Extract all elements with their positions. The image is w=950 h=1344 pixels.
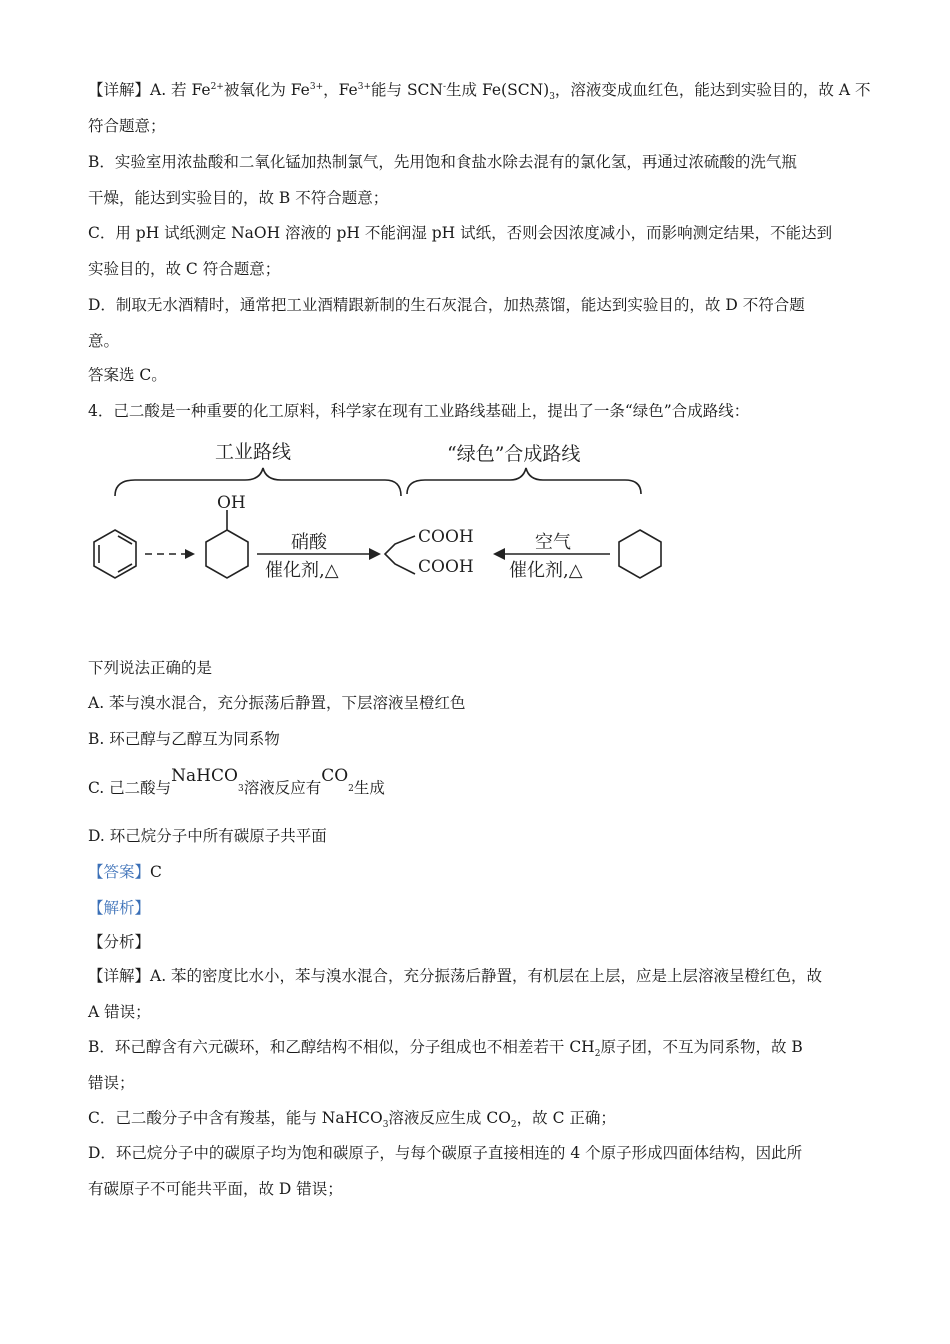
benzene-double-bond [118,564,132,572]
q3-explain-d-line1: D．制取无水酒精时，通常把工业酒精跟新制的生石灰混合，加热蒸馏，能达到实验目的，故 D 不符合题 [88,296,805,314]
green-route-brace [407,468,641,494]
subscript: 3 [237,784,244,795]
q4-explain-b-line2: 错误； [88,1074,135,1092]
text-run: ，溶液变成血红色，能达到实验目的，故 A 不 [554,81,871,99]
superscript: 2+ [210,81,224,92]
q4-prompt: 下列说法正确的是 [88,659,213,677]
text-run: 能与 SCN [371,81,443,99]
synthesis-route-diagram [85,430,675,590]
text-run: ，Fe [323,81,358,99]
reagent-catalyst-right: 催化剂,△ [509,560,583,581]
answer-tag: 【答案】 [88,863,151,881]
q4-explain-d-line1: D．环己烷分子中的碳原子均为饱和碳原子，与每个碳原子直接相连的 4 个原子形成四面体结构，因此所 [88,1144,803,1162]
text-run: 溶液反应有 [243,779,322,797]
q3-answer: 答案选 C。 [88,366,167,384]
cyclohexanol-ring [206,530,248,578]
q3-explain-d-line2: 意。 [88,332,120,350]
industrial-route-label: 工业路线 [215,441,292,463]
superscript: - [442,81,447,92]
text-run: 原子团，不互为同系物，故 B [600,1038,803,1056]
subscript: 3 [549,92,555,103]
q3-explain-a-line2: 符合题意； [88,117,166,135]
superscript: 3+ [309,81,324,92]
text-run: 【详解】A. 若 Fe [88,81,211,99]
answer-value: C [150,863,162,881]
subscript: 2 [594,1049,601,1060]
q3-explain-c-line1: C．用 pH 试纸测定 NaOH 溶液的 pH 不能润湿 pH 试纸，否则会因浓度减小，而影响测定结果，不能达到 [88,224,833,242]
arrow-head [493,548,505,560]
green-route-label: “绿色”合成路线 [447,443,581,465]
adipic-acid-chain [385,536,415,574]
q4-stem: 4．己二酸是一种重要的化工原料，科学家在现有工业路线基础上，提出了一条“绿色”合成路线： [88,402,750,420]
arrow-head [185,549,195,559]
industrial-route-brace [115,468,401,496]
q4-option-a: A. 苯与溴水混合，充分振荡后静置，下层溶液呈橙红色 [88,694,466,712]
reagent-air: 空气 [535,532,571,553]
subscript: 3 [382,1120,389,1131]
q4-explain-d-line2: 有碳原子不可能共平面，故 D 错误； [88,1180,343,1198]
q4-explain-b-line1 [88,1037,878,1060]
text-run: C．己二酸分子中含有羧基，能与 NaHCO [88,1109,383,1127]
fenxi-tag: 【分析】 [88,933,151,951]
reagent-catalyst-left: 催化剂,△ [265,560,339,581]
q3-explain-b-line1: B．实验室用浓盐酸和二氧化锰加热制氯气，先用饱和食盐水除去混有的氯化氢，再通过浓硫酸的洗气瓶 [88,153,797,171]
q3-explain-c-line2: 实验目的，故 C 符合题意； [88,260,281,278]
q4-option-b: B. 环己醇与乙醇互为同系物 [88,730,280,748]
superscript: 3+ [357,81,372,92]
q4-answer [88,862,878,882]
q4-explain-a-line1: 【详解】A. 苯的密度比水小，苯与溴水混合，充分振荡后静置，有机层在上层，应是上层溶液呈橙红色，故 [88,967,823,985]
oh-label: OH [217,493,246,513]
cyclohexane-ring [619,530,661,578]
q4-option-d: D. 环己烷分子中所有碳原子共平面 [88,827,327,845]
q4-option-c [88,766,878,796]
text-run: 生成 [353,779,385,797]
reagent-nitric-acid: 硝酸 [291,532,327,553]
analysis-tag: 【解析】 [88,899,151,917]
formula-nahco3: NaHCO [171,766,238,786]
text-run: 被氧化为 Fe [223,81,310,99]
q4-explain-c [88,1108,878,1131]
text-run: C. 己二酸与 [88,779,172,797]
benzene-double-bond [118,536,132,544]
cooh-top: COOH [418,527,474,547]
text-run: 溶液反应生成 CO [388,1109,511,1127]
cooh-bottom: COOH [418,557,474,577]
q4-explain-a-line2: A 错误； [88,1003,151,1021]
q3-explain-a-line1 [88,80,878,103]
subscript: 2 [348,784,354,795]
text-run: ，故 C 正确； [516,1109,616,1127]
benzene-ring [94,530,136,578]
subscript: 2 [510,1120,517,1131]
arrow-head [369,548,381,560]
q3-explain-b-line2: 干燥，能达到实验目的，故 B 不符合题意； [88,189,389,207]
text-run: 生成 Fe(SCN) [446,81,550,99]
text-run: B．环己醇含有六元碳环，和乙醇结构不相似，分子组成也不相差若干 CH [88,1038,595,1056]
formula-co2: CO [321,766,349,786]
